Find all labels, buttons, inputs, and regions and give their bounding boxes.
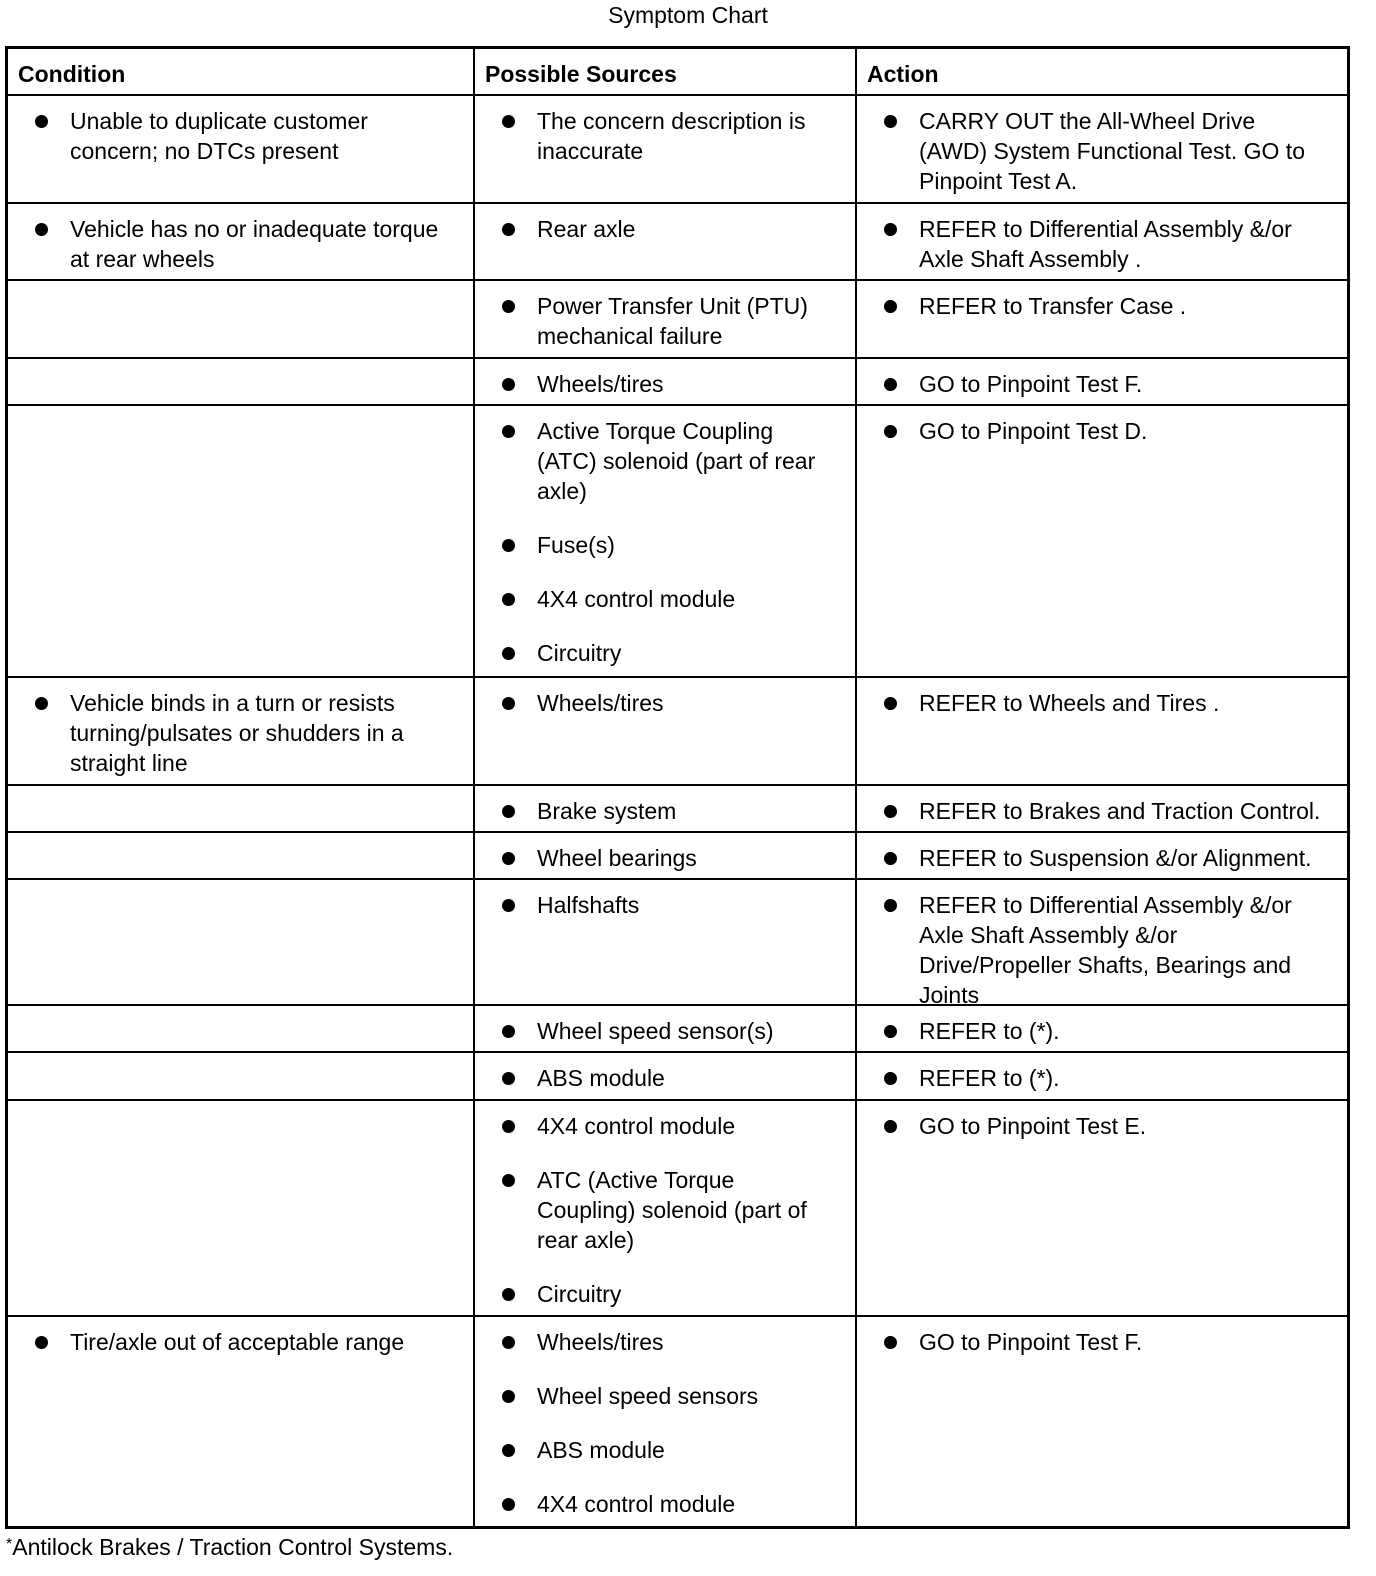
bullet-icon [502, 1288, 515, 1301]
sources-text: Wheels/tires [537, 1329, 664, 1355]
sources-item [475, 1111, 820, 1141]
action-text: REFER to Brakes and Traction Control. [919, 798, 1321, 824]
bullet-icon [502, 1174, 515, 1187]
sources-text: Wheel speed sensors [537, 1383, 759, 1409]
sources-cell [475, 688, 820, 718]
row-divider [8, 676, 1347, 678]
sources-item [475, 416, 820, 506]
bullet-icon [502, 593, 515, 606]
action-text: GO to Pinpoint Test F. [919, 371, 1143, 397]
bullet-icon [884, 115, 897, 128]
bullet-icon [502, 223, 515, 236]
bullet-icon [502, 852, 515, 865]
sources-cell [475, 369, 820, 399]
condition-cell [8, 214, 458, 274]
condition-item [8, 1327, 458, 1357]
sources-cell [475, 890, 820, 920]
sources-cell [475, 1063, 820, 1093]
sources-item [475, 1435, 820, 1465]
sources-item [475, 1063, 820, 1093]
sources-cell [475, 1327, 820, 1519]
action-text: GO to Pinpoint Test E. [919, 1113, 1147, 1139]
action-item [857, 416, 1327, 446]
bullet-icon [884, 425, 897, 438]
bullet-icon [35, 1336, 48, 1349]
action-item [857, 1111, 1327, 1141]
action-cell [857, 416, 1327, 446]
footnote-mark: * [6, 1536, 13, 1553]
row-divider [8, 784, 1347, 786]
bullet-icon [884, 1072, 897, 1085]
condition-cell [8, 106, 458, 166]
sources-item [475, 1381, 820, 1411]
action-item [857, 369, 1327, 399]
bullet-icon [884, 805, 897, 818]
bullet-icon [502, 1444, 515, 1457]
sources-text: Wheel speed sensor(s) [537, 1018, 774, 1044]
sources-text: Wheels/tires [537, 690, 664, 716]
sources-item [475, 688, 820, 718]
condition-cell [8, 1327, 458, 1357]
bullet-icon [502, 425, 515, 438]
action-item [857, 796, 1327, 826]
footnote [6, 1532, 453, 1562]
action-item [857, 890, 1327, 1010]
sources-item [475, 1016, 820, 1046]
action-item [857, 1016, 1327, 1046]
header-condition: Condition [18, 61, 126, 87]
row-divider [8, 279, 1347, 281]
sources-item [475, 1327, 820, 1357]
footnote-text: Antilock Brakes / Traction Control Systems. [12, 1534, 454, 1560]
condition-item [8, 688, 458, 778]
sources-item [475, 638, 820, 668]
symptom-chart-table [5, 46, 1350, 1529]
sources-text: Circuitry [537, 1281, 622, 1307]
bullet-icon [884, 1025, 897, 1038]
row-divider [8, 1315, 1347, 1317]
bullet-icon [502, 805, 515, 818]
bullet-icon [884, 899, 897, 912]
sources-text: 4X4 control module [537, 586, 736, 612]
sources-text: Wheels/tires [537, 371, 664, 397]
sources-item [475, 796, 820, 826]
action-item [857, 1327, 1327, 1357]
bullet-icon [502, 1498, 515, 1511]
sources-item [475, 1489, 820, 1519]
bullet-icon [35, 115, 48, 128]
condition-item [8, 214, 458, 274]
action-cell [857, 106, 1327, 196]
action-text: REFER to Transfer Case . [919, 293, 1187, 319]
bullet-icon [502, 539, 515, 552]
sources-text: Brake system [537, 798, 677, 824]
action-cell [857, 1327, 1327, 1357]
bullet-icon [502, 1390, 515, 1403]
action-text: REFER to Differential Assembly &/or Axle Shaft Assembly . [919, 216, 1292, 272]
action-cell [857, 843, 1327, 873]
condition-text: Tire/axle out of acceptable range [70, 1329, 405, 1355]
row-divider [8, 1051, 1347, 1053]
bullet-icon [884, 697, 897, 710]
row-divider [8, 831, 1347, 833]
action-cell [857, 291, 1327, 321]
row-divider [8, 94, 1347, 96]
sources-cell [475, 291, 820, 351]
condition-text: Vehicle binds in a turn or resists turning/pulsates or shudders in a straight line [70, 690, 404, 776]
row-divider [8, 404, 1347, 406]
bullet-icon [884, 300, 897, 313]
sources-text: Rear axle [537, 216, 636, 242]
action-item [857, 291, 1327, 321]
action-cell [857, 369, 1327, 399]
condition-item [8, 106, 458, 166]
action-text: REFER to (*). [919, 1018, 1060, 1044]
action-cell [857, 1016, 1327, 1046]
action-text: REFER to Wheels and Tires . [919, 690, 1220, 716]
sources-item [475, 584, 820, 614]
header-action: Action [867, 61, 939, 87]
sources-text: 4X4 control module [537, 1491, 736, 1517]
sources-text: Circuitry [537, 640, 622, 666]
sources-text: Halfshafts [537, 892, 640, 918]
bullet-icon [502, 1072, 515, 1085]
action-cell [857, 1063, 1327, 1093]
sources-item [475, 1165, 820, 1255]
action-text: REFER to Differential Assembly &/or Axle Shaft Assembly &/or Drive/Propeller Shafts, Bearings and Joints [919, 892, 1292, 1008]
condition-text: Unable to duplicate customer concern; no DTCs present [70, 108, 368, 164]
sources-text: Power Transfer Unit (PTU) mechanical failure [537, 293, 808, 349]
action-item [857, 843, 1327, 873]
sources-cell [475, 1016, 820, 1046]
bullet-icon [502, 378, 515, 391]
bullet-icon [35, 697, 48, 710]
row-divider [8, 202, 1347, 204]
sources-item [475, 291, 820, 351]
condition-cell [8, 688, 458, 778]
action-cell [857, 796, 1327, 826]
sources-text: ABS module [537, 1437, 665, 1463]
action-cell [857, 1111, 1327, 1141]
sources-item [475, 369, 820, 399]
bullet-icon [502, 1336, 515, 1349]
bullet-icon [884, 1336, 897, 1349]
sources-cell [475, 214, 820, 244]
action-text: REFER to Suspension &/or Alignment. [919, 845, 1312, 871]
page-title: Symptom Chart [608, 2, 768, 28]
sources-cell [475, 1111, 820, 1309]
sources-item [475, 1279, 820, 1309]
sources-text: 4X4 control module [537, 1113, 736, 1139]
action-text: REFER to (*). [919, 1065, 1060, 1091]
bullet-icon [502, 1120, 515, 1133]
sources-text: Wheel bearings [537, 845, 697, 871]
action-text: GO to Pinpoint Test D. [919, 418, 1148, 444]
row-divider [8, 1099, 1347, 1101]
sources-item [475, 530, 820, 560]
action-cell [857, 688, 1327, 718]
action-text: CARRY OUT the All-Wheel Drive (AWD) System Functional Test. GO to Pinpoint Test A. [919, 108, 1305, 194]
bullet-icon [502, 115, 515, 128]
sources-item [475, 214, 820, 244]
sources-cell [475, 416, 820, 668]
sources-cell [475, 796, 820, 826]
sources-text: Fuse(s) [537, 532, 615, 558]
action-item [857, 688, 1327, 718]
bullet-icon [502, 899, 515, 912]
sources-cell [475, 106, 820, 166]
sources-text: ATC (Active Torque Coupling) solenoid (part of rear axle) [537, 1167, 807, 1253]
action-cell [857, 214, 1327, 274]
action-cell [857, 890, 1327, 1010]
condition-text: Vehicle has no or inadequate torque at rear wheels [70, 216, 439, 272]
sources-item [475, 843, 820, 873]
sources-item [475, 890, 820, 920]
bullet-icon [884, 852, 897, 865]
bullet-icon [502, 647, 515, 660]
action-item [857, 214, 1327, 274]
header-possible-sources: Possible Sources [485, 61, 677, 87]
sources-cell [475, 843, 820, 873]
action-item [857, 1063, 1327, 1093]
sources-text: Active Torque Coupling (ATC) solenoid (part of rear axle) [537, 418, 816, 504]
row-divider [8, 357, 1347, 359]
action-text: GO to Pinpoint Test F. [919, 1329, 1143, 1355]
sources-item [475, 106, 820, 166]
sources-text: The concern description is inaccurate [537, 108, 806, 164]
bullet-icon [884, 223, 897, 236]
row-divider [8, 878, 1347, 880]
bullet-icon [884, 1120, 897, 1133]
bullet-icon [35, 223, 48, 236]
bullet-icon [884, 378, 897, 391]
bullet-icon [502, 1025, 515, 1038]
bullet-icon [502, 697, 515, 710]
sources-text: ABS module [537, 1065, 665, 1091]
bullet-icon [502, 300, 515, 313]
action-item [857, 106, 1327, 196]
